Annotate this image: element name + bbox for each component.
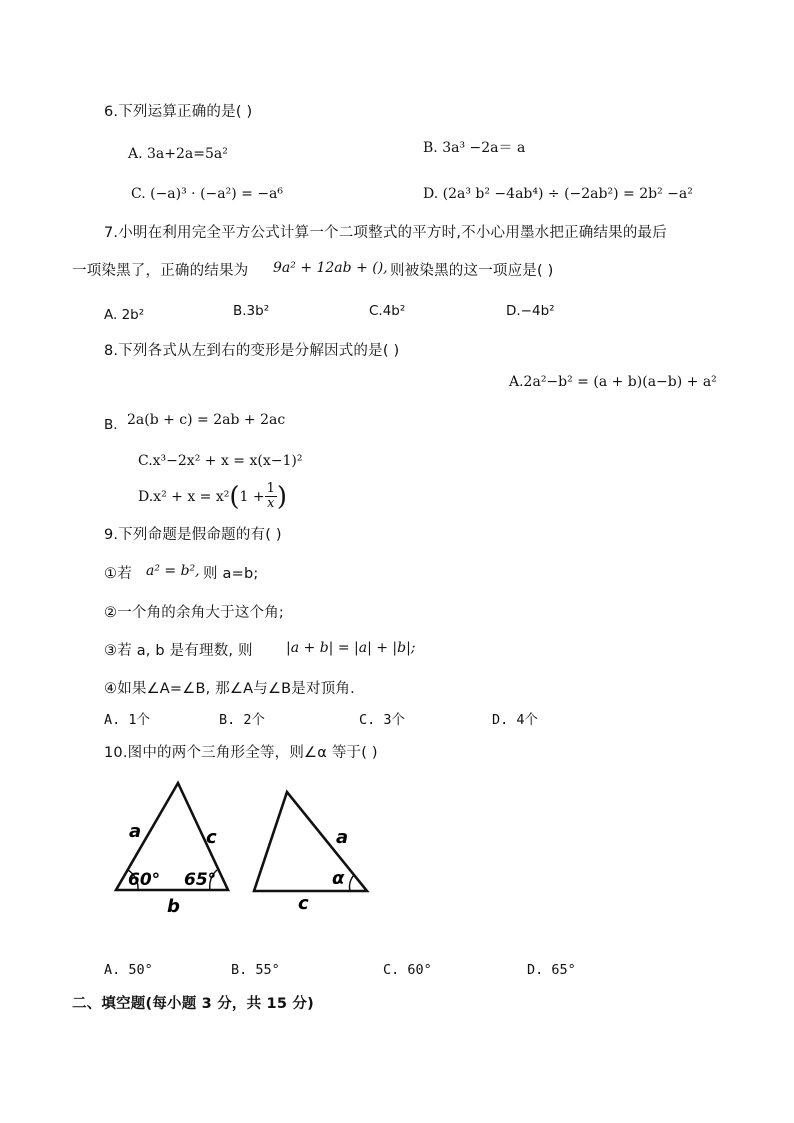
triangle-2 [254,792,367,891]
q8-option-c: C.x³−2x² + x = x(x−1)² [138,453,303,469]
q6-option-b: B. 3a³ −2a＝ a [423,140,526,156]
q8-option-d: D.x² + x = x²(1 + $\frac{1}{x}$ ) [138,481,288,512]
triangle-2-side-bottom-label: c [298,893,309,914]
q6-option-c: C. (−a)³ · (−a²) = −a⁶ [131,186,284,202]
q10-option-c: C. 60° [383,962,432,978]
triangle-2-angle-arc [350,875,354,891]
triangle-1-angle-left-label: 60° [128,870,161,890]
q8-option-b-label: B. [104,417,118,433]
q8-option-a: A.2a²−b² = (a + b)(a−b) + a² [509,374,717,390]
triangle-2-side-right-label: a [336,827,349,848]
q8-stem: 8.下列各式从左到右的变形是分解因式的是( ) [104,343,400,359]
q9-option-b: B. 2个 [219,712,266,728]
q9-option-a: A. 1个 [104,712,151,728]
q8-option-b: 2a(b + c) = 2ab + 2ac [127,412,286,428]
q9-statement4: ④如果∠A=∠B, 那∠A与∠B是对顶角. [104,681,355,697]
q9-statement1-formula: a² = b², [146,563,200,579]
q9-statement2: ②一个角的余角大于这个角; [104,605,284,621]
congruent-triangles-figure [100,775,390,915]
q7-option-d: D.−4b² [506,303,555,319]
q9-option-d: D. 4个 [492,712,539,728]
q9-statement3-pre: ③若 a, b 是有理数, 则 [104,643,253,659]
q6-stem: 6.下列运算正确的是( ) [104,104,253,120]
q8-option-d-fraction: $\frac{1}{x}$ [266,481,275,512]
q9-statement3-formula: |a + b| = |a| + |b|; [286,640,416,656]
triangle-1-angle-right-label: 65° [184,870,217,890]
q7-option-b: B.3b² [233,303,270,319]
q6-option-d: D. (2a³ b² −4ab⁴) ÷ (−2ab²) = 2b² −a² [423,186,693,202]
section-2-heading: 二、填空题(每小题 3 分，共 15 分) [72,996,314,1012]
q7-stem-line2-pre: 一项染黑了，正确的结果为 [72,263,249,279]
q9-statement1-post: 则 a=b; [203,566,259,582]
q9-statement1-pre: ①若 [104,566,132,582]
q7-option-c: C.4b² [369,303,406,319]
q9-stem: 9.下列命题是假命题的有( ) [104,527,282,543]
triangle-2-angle-label: α [332,868,345,889]
q10-option-a: A. 50° [104,962,153,978]
q10-option-b: B. 55° [231,962,280,978]
triangle-1-side-right-label: c [206,827,217,848]
q10-stem: 10.图中的两个三角形全等，则∠α 等于( ) [104,745,378,761]
q7-formula: 9a² + 12ab + (), [273,260,388,276]
q10-option-d: D. 65° [527,962,576,978]
q9-option-c: C. 3个 [359,712,406,728]
q7-stem-line1: 7.小明在利用完全平方公式计算一个二项整式的平方时,不小心用墨水把正确结果的最后 [104,225,667,241]
q8-option-d-one: 1 + [239,488,265,505]
q8-option-d-pre: D.x² + x = x² [138,488,230,505]
q7-option-a: A. 2b² [104,307,145,323]
q6-option-a: A. 3a+2a=5a² [128,146,228,162]
triangle-1-side-bottom-label: b [167,896,180,915]
q7-stem-line2-post: 则被染黑的这一项应是( ) [390,263,554,279]
triangle-1-side-left-label: a [129,821,142,842]
